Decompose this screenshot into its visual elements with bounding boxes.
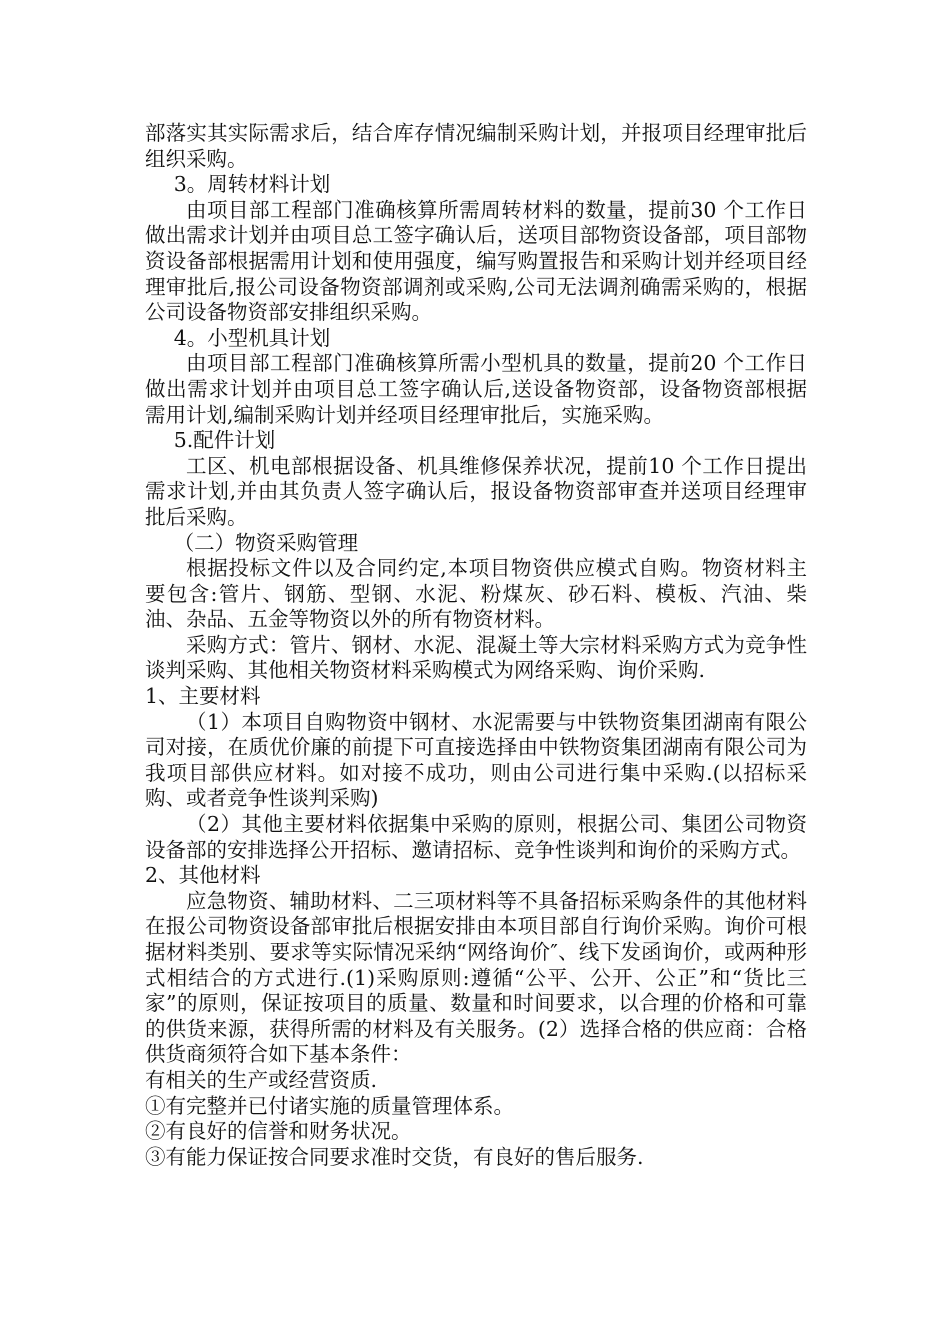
paragraph-turnover-materials: 由项目部工程部门准确核算所需周转材料的数量，提前30 个工作日做出需求计划并由项目总工签字确认后，送项目部物资设备部，项目部物资设备部根据需用计划和使用强度，编写购置报告和采购计划并经项目经理审批后,报公司设备物资部调剂或采购,公司无法调剂确需采购的，根据公司设备物资部安排组织采购。 (145, 197, 807, 325)
list-item-reputation: ②有良好的信誉和财务状况。 (145, 1119, 412, 1144)
heading-other-materials: 2、其他材料 (145, 863, 261, 888)
paragraph-main-materials-2: （2）其他主要材料依据集中采购的原则，根据公司、集团公司物资设备部的安排选择公开招标、邀请招标、竞争性谈判和询价的采购方式。 (145, 812, 807, 862)
paragraph-small-tools: 由项目部工程部门准确核算所需小型机具的数量，提前20 个工作日做出需求计划并由项目总工签字确认后,送设备物资部，设备物资部根据需用计划,编制采购计划并经项目经理审批后，实施采购。 (145, 351, 807, 427)
list-item-qualification: 有相关的生产或经营资质. (145, 1067, 378, 1092)
heading-main-materials: 1、主要材料 (145, 684, 261, 709)
paragraph-procurement-method: 采购方式：管片、钢材、水泥、混凝土等大宗材料采购方式为竞争性谈判采购、其他相关物资材料采购模式为网络采购、询价采购. (145, 632, 807, 683)
heading-procurement-management: （二）物资采购管理 (173, 530, 359, 555)
list-item-delivery: ③有能力保证按合同要求准时交货，有良好的售后服务. (145, 1144, 644, 1169)
list-item-quality-system: ①有完整并已付诸实施的质量管理体系。 (145, 1093, 514, 1118)
paragraph-continuation: 部落实其实际需求后，结合库存情况编制采购计划，并报项目经理审批后组织采购。 (145, 121, 807, 171)
heading-small-tools-plan: 4。小型机具计划 (173, 325, 331, 350)
paragraph-other-materials: 应急物资、辅助材料、二三项材料等不具备招标采购条件的其他材料在报公司物资设备部审批后根据安排由本项目部自行询价采购。询价可根据材料类别、要求等实际情况采纳“网络询价″、线下发函询价，或两种形式相结合的方式进行.(1)采购原则:遵循“公平、公开、公正”和“货比三家”的原则，保证按项目的质量、数量和时间要求，以合理的价格和可靠的供货来源，获得所需的材料及有关服务。(2）选择合格的供应商：合格供货商须符合如下基本条件： (145, 888, 807, 1067)
heading-turnover-materials-plan: 3。周转材料计划 (173, 172, 331, 197)
paragraph-parts: 工区、机电部根据设备、机具维修保养状况，提前10 个工作日提出需求计划,并由其负责人签字确认后，报设备物资部审查并送项目经理审批后采购。 (145, 453, 807, 529)
heading-parts-plan: 5.配件计划 (173, 428, 276, 453)
paragraph-main-materials-1: （1）本项目自购物资中钢材、水泥需要与中铁物资集团湖南有限公司对接，在质优价廉的前提下可直接选择由中铁物资集团湖南有限公司为我项目部供应材料。如对接不成功，则由公司进行集中采购.(以招标采购、或者竞争性谈判采购) (145, 709, 807, 811)
document-body (145, 121, 807, 1170)
paragraph-supply-mode: 根据投标文件以及合同约定,本项目物资供应模式自购。物资材料主要包含:管片、钢筋、型钢、水泥、粉煤灰、砂石料、模板、汽油、柴油、杂品、五金等物资以外的所有物资材料。 (145, 556, 807, 632)
